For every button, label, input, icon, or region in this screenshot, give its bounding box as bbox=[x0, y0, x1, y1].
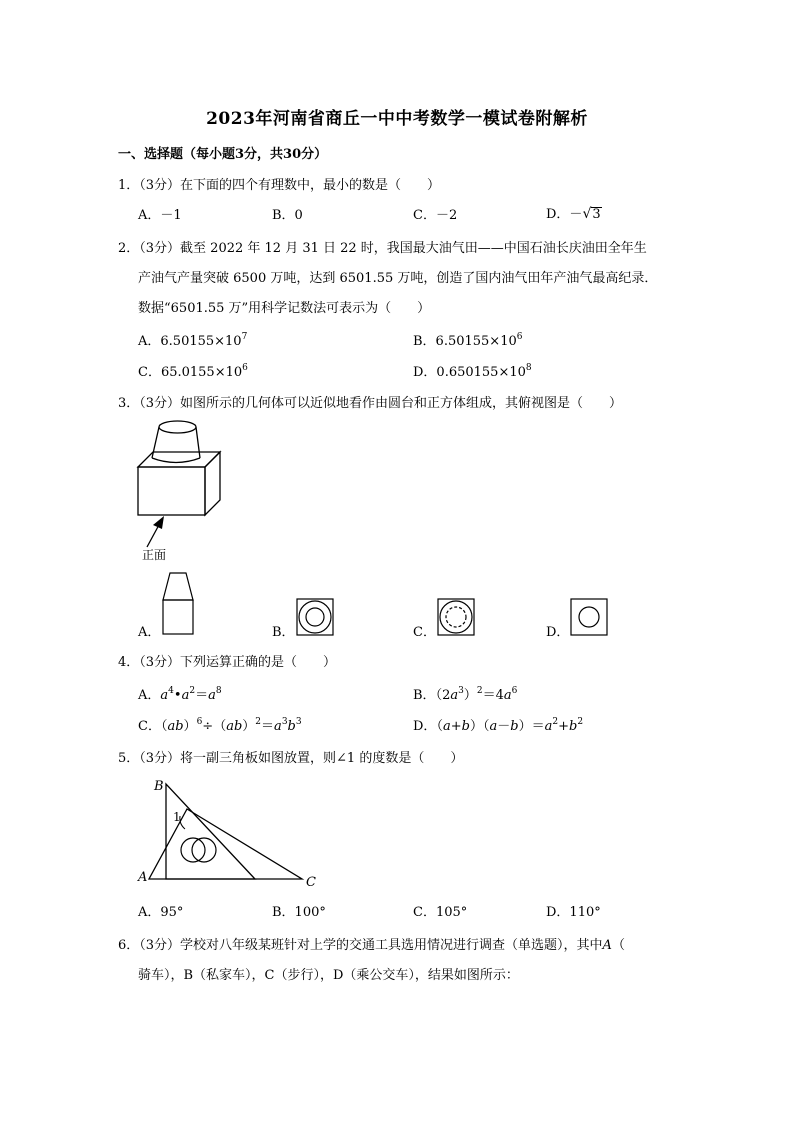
q4-option-d-label: D． bbox=[413, 719, 437, 734]
square-outline bbox=[438, 599, 474, 635]
q3-option-c-label: C． bbox=[413, 625, 436, 640]
q2-option-a-exp: 7 bbox=[241, 332, 248, 342]
q5-option-c: C．105° bbox=[413, 905, 468, 920]
q6-line1-paren: （ bbox=[611, 938, 625, 953]
dashed-inner-circle bbox=[446, 607, 466, 627]
inner-circle bbox=[306, 608, 324, 626]
trapezoid-shape bbox=[163, 573, 193, 600]
q2-stem-line2: 产油气产量突破 6500 万吨，达到 6501.55 万吨，创造了国内油气田年产油气最高纪录． bbox=[138, 271, 658, 286]
q2-option-d bbox=[413, 364, 532, 382]
q6-line1-text: 6．（3分）学校对八年级某班针对上学的交通工具选用情况进行调查（单选题），其中 bbox=[118, 938, 603, 953]
q4-option-c: C．$(ab)^6\div(ab)^2=a^3b^3$ bbox=[138, 717, 302, 734]
q2-option-b bbox=[413, 333, 522, 351]
page-title: 2023年河南省商丘一中中考数学一模试卷附解析 bbox=[206, 109, 588, 129]
q5-option-b: B．100° bbox=[272, 905, 326, 920]
q5-option-d: D．110° bbox=[546, 905, 601, 920]
q3-front-label: 正面 bbox=[142, 548, 167, 562]
circle-shape bbox=[579, 607, 599, 627]
square-shape bbox=[163, 600, 193, 634]
q4-option-a-label: A． bbox=[138, 688, 161, 703]
q2-option-b-exp: 6 bbox=[516, 332, 523, 342]
q1-option-d-radicand: 3 bbox=[592, 207, 601, 222]
q4-option-b-label: B． bbox=[413, 688, 436, 703]
q2-option-d-exp: 8 bbox=[525, 363, 532, 373]
q3-solid-figure bbox=[130, 415, 230, 550]
label-angle-1: 1 bbox=[173, 810, 181, 824]
frustum-top-ellipse bbox=[159, 421, 196, 433]
q1-option-d bbox=[546, 205, 602, 224]
cube-side-face bbox=[205, 452, 220, 515]
triangle-a bbox=[166, 784, 255, 879]
q3-option-a-figure bbox=[160, 570, 202, 638]
q4-option-b: B．$(2a^3)^2=4a^6$ bbox=[413, 686, 518, 703]
q4-option-a: A．$a^4•a^2=a^8$ bbox=[138, 686, 222, 703]
sqrt-symbol: √ bbox=[582, 206, 592, 222]
q3-option-b-label: B． bbox=[272, 625, 295, 640]
circle-right bbox=[192, 838, 216, 862]
q5-stem: 5．（3分）将一副三角板如图放置，则∠1 的度数是（ ） bbox=[118, 751, 464, 766]
q2-option-c-exp: 6 bbox=[242, 363, 248, 373]
q5-option-a: A．95° bbox=[138, 905, 184, 920]
q3-stem: 3．（3分）如图所示的几何体可以近似地看作由圆台和正方体组成，其俯视图是（ ） bbox=[118, 396, 623, 411]
q4-stem: 4．（3分）下列运算正确的是（ ） bbox=[118, 655, 337, 670]
q4-option-d: D．$(a+b)(a-b)=a^2+b^2$ bbox=[413, 717, 584, 734]
q3-option-b-figure bbox=[296, 598, 336, 638]
q1-option-c: C．－2 bbox=[413, 208, 458, 223]
frustum-bottom-curve bbox=[152, 458, 200, 463]
q2-option-a-base: A．6.50155×10 bbox=[138, 334, 242, 349]
q2-stem-line1: 2．（3分）截至 2022 年 12 月 31 日 22 时，我国最大油气田——中国石油长庆油田全年生 bbox=[118, 241, 647, 256]
label-a: A bbox=[138, 870, 148, 885]
q1-option-d-prefix: D．－ bbox=[546, 207, 583, 222]
square-outline bbox=[571, 599, 607, 635]
triangle-b bbox=[149, 809, 302, 879]
q3-option-d-label: D． bbox=[546, 625, 570, 640]
q3-option-c-figure bbox=[437, 598, 477, 638]
q2-stem-line3: 数据“6501.55 万”用科学记数法可表示为（ ） bbox=[138, 301, 431, 316]
label-c: C bbox=[306, 875, 316, 890]
q6-stem-line2: 骑车），B（私家车），C（步行），D（乘公交车），结果如图所示： bbox=[138, 968, 519, 983]
circle-left bbox=[181, 838, 205, 862]
square-outline bbox=[297, 599, 333, 635]
q3-option-a-label: A． bbox=[138, 625, 161, 640]
outer-circle bbox=[440, 601, 472, 633]
q1-option-a: A．－1 bbox=[138, 208, 182, 223]
q2-option-c-base: C．65.0155×10 bbox=[138, 365, 243, 380]
q4-option-c-label: C． bbox=[138, 719, 161, 734]
section-heading: 一、选择题（每小题3分，共30分） bbox=[118, 147, 328, 162]
q3-option-d-figure bbox=[570, 598, 610, 638]
q6-stem-line1 bbox=[118, 937, 625, 955]
q6-line1-a: A bbox=[602, 938, 612, 953]
label-b: B bbox=[154, 779, 164, 794]
cube-front-face bbox=[138, 467, 205, 515]
q2-option-b-base: B．6.50155×10 bbox=[413, 334, 517, 349]
q2-option-d-base: D．0.650155×10 bbox=[413, 365, 526, 380]
outer-circle bbox=[299, 601, 331, 633]
q1-option-b: B．0 bbox=[272, 208, 303, 223]
q2-option-a bbox=[138, 333, 247, 351]
arrow-head bbox=[153, 516, 164, 529]
q2-option-c bbox=[138, 364, 248, 382]
q1-stem: 1．（3分）在下面的四个有理数中，最小的数是（ ） bbox=[118, 178, 441, 193]
